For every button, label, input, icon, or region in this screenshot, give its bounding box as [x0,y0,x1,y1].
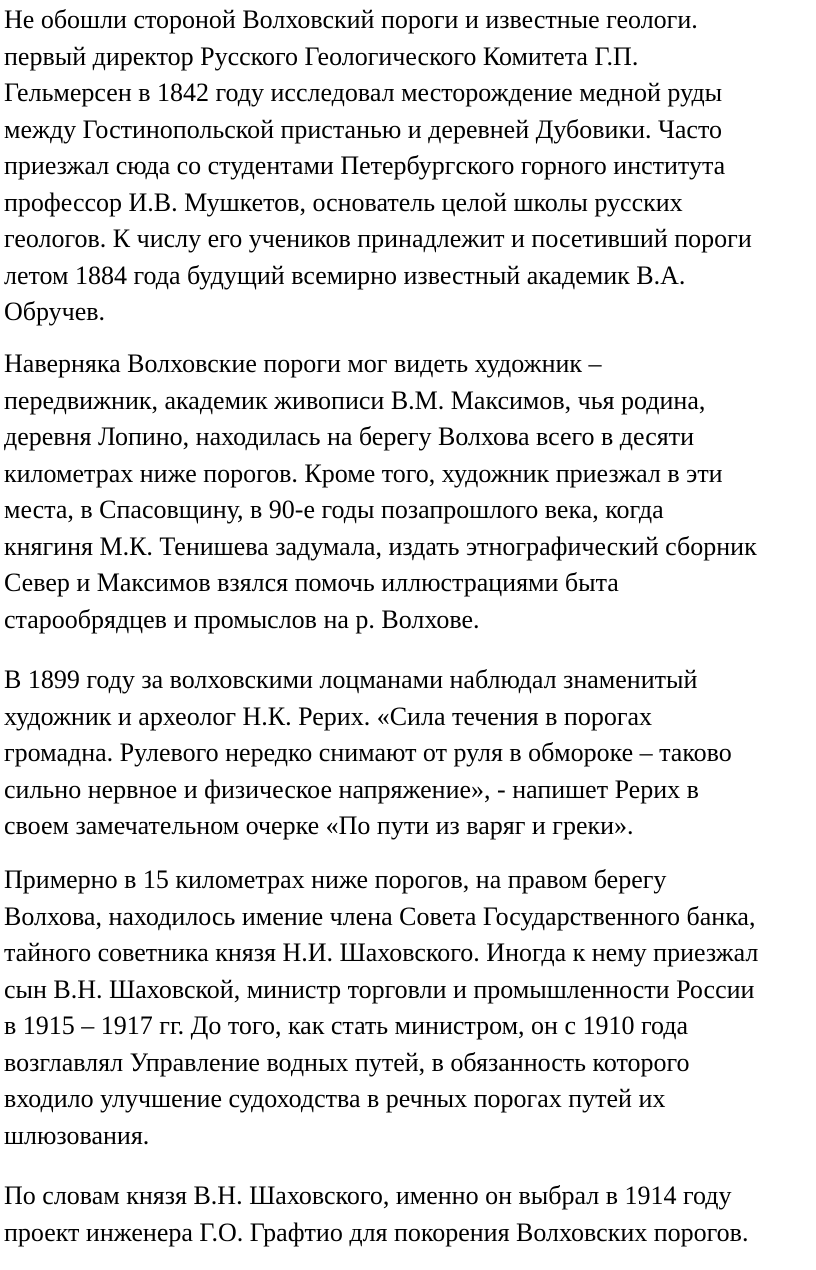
paragraph-4 [4,862,758,1154]
text-line: В 1899 году за волховскими лоцманами наблюдал знаменитый [4,665,698,694]
text-line: Наверняка Волховские пороги мог видеть художник – [4,349,602,378]
text-line: профессор И.В. Мушкетов, основатель целой школы русских [4,187,683,217]
text-line: художник и археолог Н.К. Рерих. «Сила течения в порогах [4,701,653,731]
text-line: По словам князя В.Н. Шаховского, именно он выбрал в 1914 году [4,1181,732,1210]
text-line: сильно нервное и физическое напряжение», - напишет Рерих в [4,774,699,804]
text-line: Примерно в 15 километрах ниже порогов, на правом берегу [4,865,667,894]
paragraph-5 [4,1178,748,1251]
text-line: Волхова, находилось имение члена Совета Государственного банка, [4,901,756,931]
text-line: возглавлял Управление водных путей, в обязанность которого [4,1047,690,1077]
text-line: передвижник, академик живописи В.М. Максимов, чья родина, [4,385,706,415]
text-line: Север и Максимов взялся помочь иллюстрациями быта [4,568,619,597]
text-line: между Гостинопольской пристанью и деревней Дубовики. Часто [4,114,722,144]
text-line: тайного советника князя Н.И. Шаховского. Иногда к нему приезжал [4,938,759,967]
text-line: старообрядцев и промыслов на р. Волхове. [4,604,480,634]
paragraph-2 [4,346,757,638]
text-line: Обручев. [4,297,106,326]
text-line: первый директор Русского Геологического Комитета Г.П. [4,41,639,71]
text-line: проект инженера Г.О. Графтио для покорения Волховских порогов. [4,1217,749,1247]
text-line: своем замечательном очерке «По пути из варяг и греки». [4,811,634,840]
text-line: сын В.Н. Шаховской, министр торговли и промышленности России [4,974,755,1004]
text-line: деревня Лопино, находилась на берегу Волхова всего в десяти [4,422,695,451]
text-line: громадна. Рулевого нередко снимают от руля в обмороке – таково [4,738,732,767]
text-line: Гельмерсен в 1842 году исследовал месторождение медной руды [4,78,723,107]
text-line: в 1915 – 1917 гг. До того, как стать министром, он с 1910 года [4,1011,689,1040]
paragraph-3 [4,662,732,845]
paragraph-1 [4,2,752,331]
text-line: княгиня М.К. Тенишева задумала, издать этнографический сборник [4,531,757,561]
text-line: шлюзования. [4,1120,150,1150]
text-line: километрах ниже порогов. Кроме того, художник приезжал в эти [4,458,723,488]
text-line: Не обошли стороной Волховский пороги и известные геологи. [4,5,698,34]
text-line: места, в Спасовщину, в 90-е годы позапрошлого века, когда [4,495,664,524]
text-line: летом 1884 года будущий всемирно известный академик В.А. [4,260,686,290]
text-line: входило улучшение судоходства в речных порогах путей их [4,1084,666,1113]
text-line: геологов. К числу его учеников принадлежит и посетивший пороги [4,224,752,253]
text-line: приезжал сюда со студентами Петербургского горного института [4,151,726,180]
